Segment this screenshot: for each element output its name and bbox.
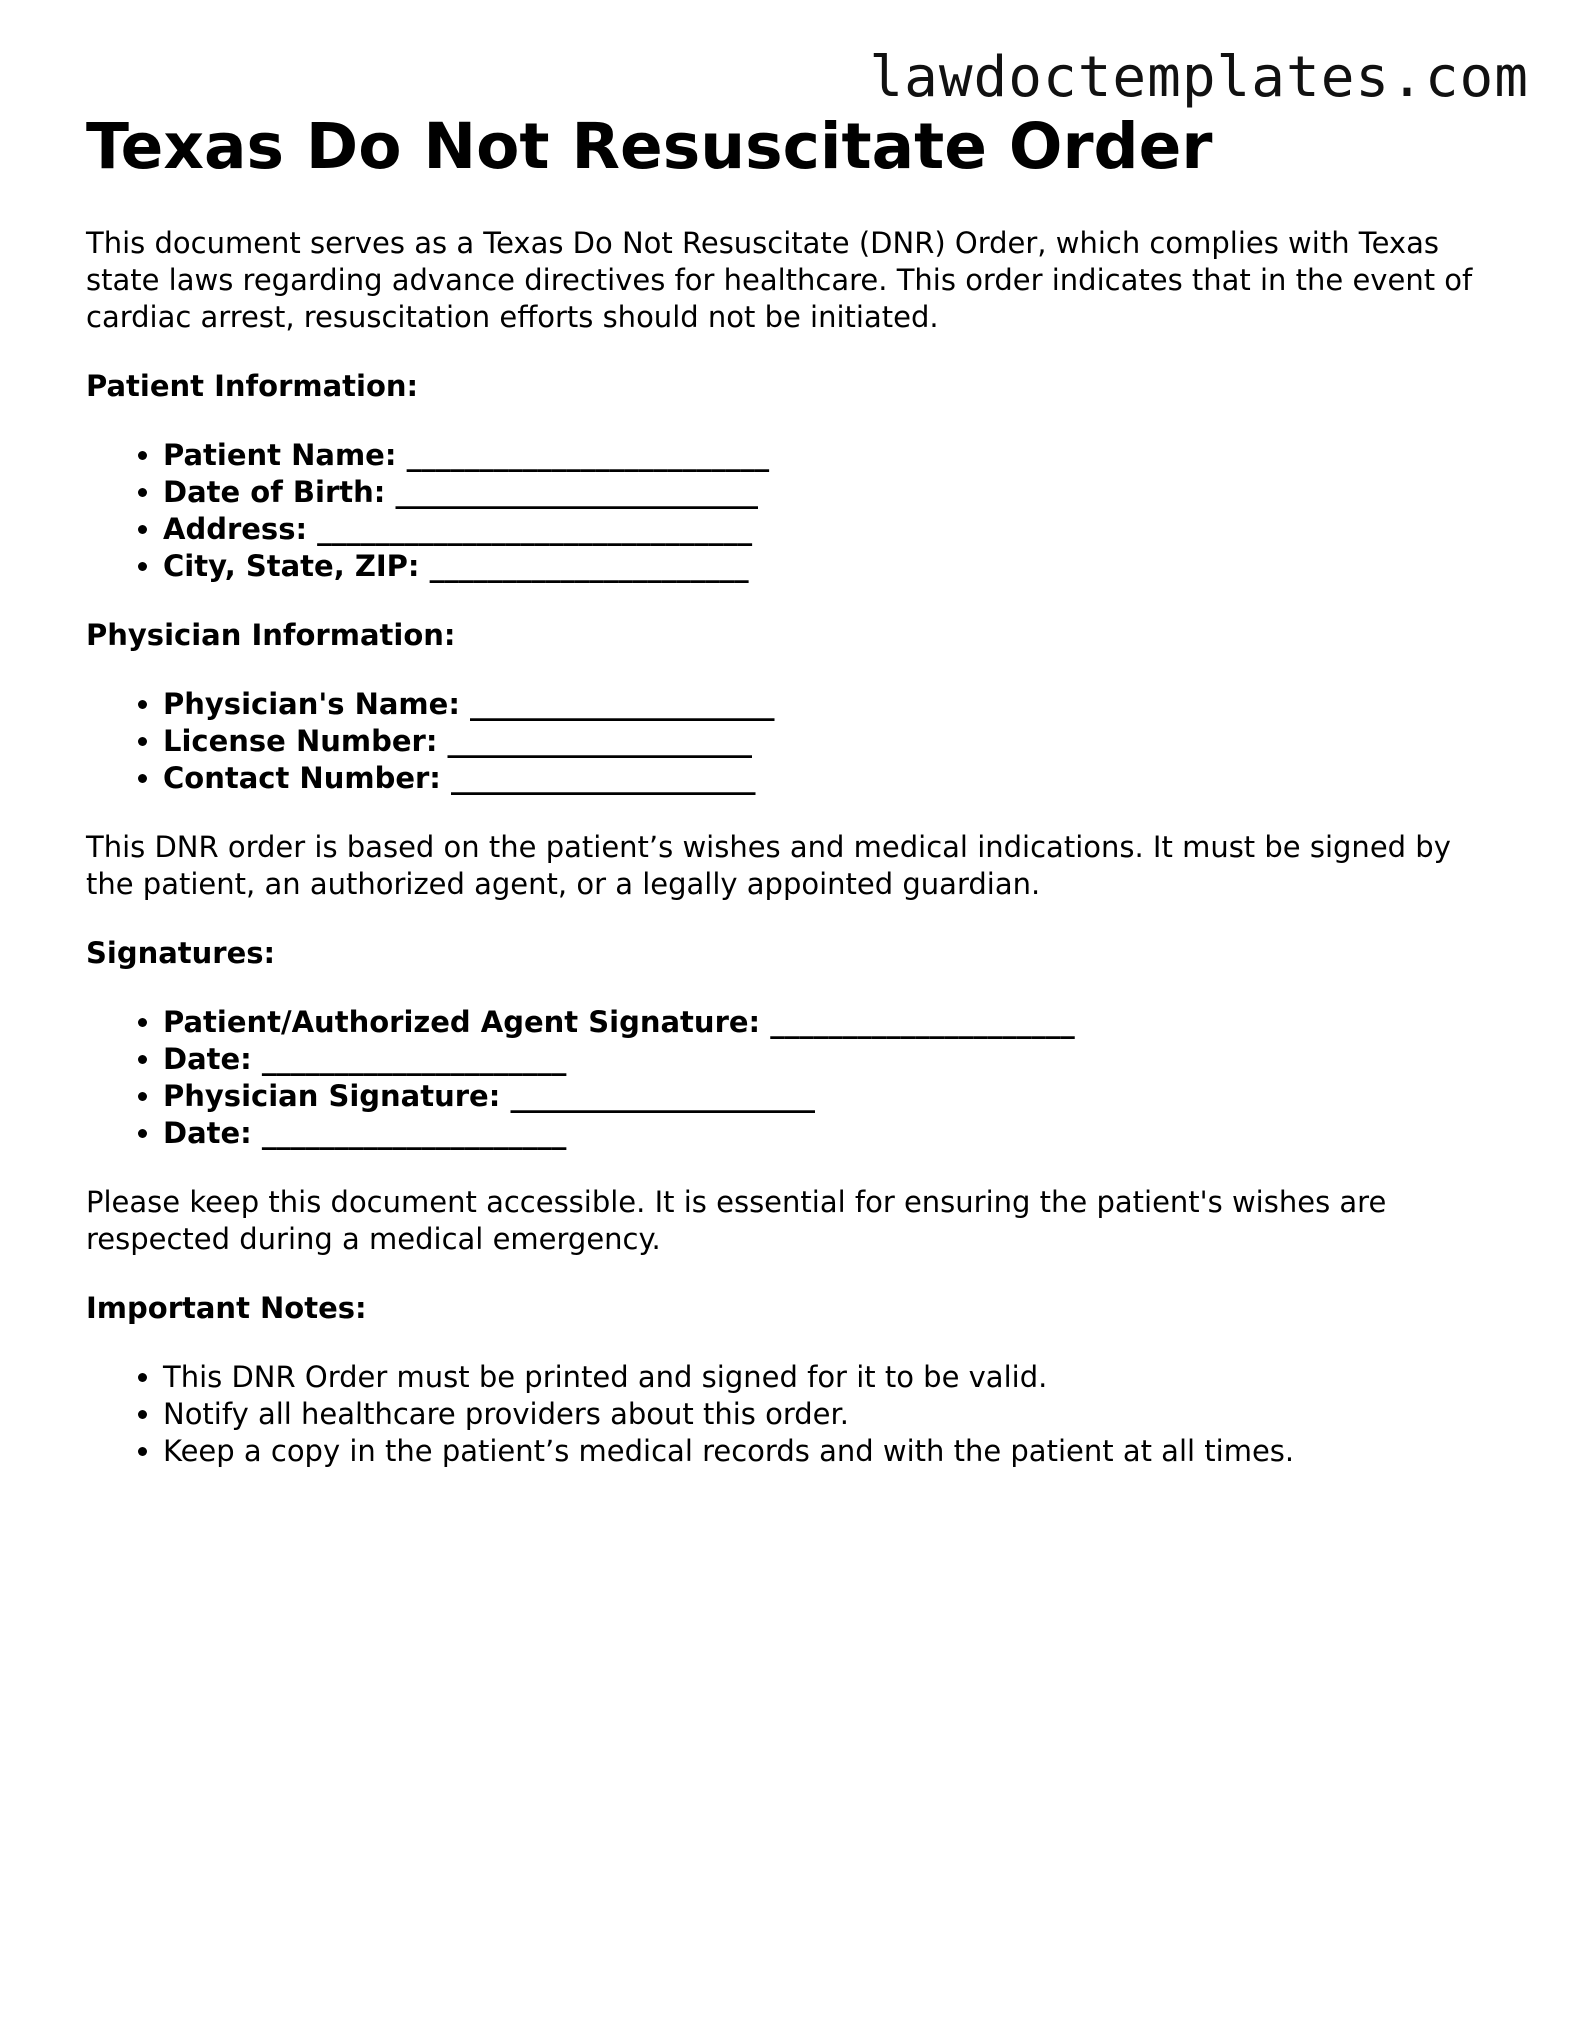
field-blank: _____________________ bbox=[451, 761, 756, 796]
contact-number-field bbox=[163, 760, 1506, 797]
physician-name-field bbox=[163, 686, 1506, 723]
field-blank: _________________________ bbox=[406, 438, 770, 473]
license-number-field bbox=[163, 723, 1506, 760]
important-notes-heading: Important Notes: bbox=[86, 1291, 367, 1326]
patient-info-list bbox=[86, 437, 1506, 585]
signatures-heading: Signatures: bbox=[86, 936, 276, 971]
field-label: Patient/Authorized Agent Signature: bbox=[163, 1005, 761, 1040]
field-label: Patient Name: bbox=[163, 438, 397, 473]
note-item: • Keep a copy in the patient’s medical records and with the patient at all times. bbox=[163, 1433, 1506, 1470]
city-state-zip-field bbox=[163, 548, 1506, 585]
field-label: Physician's Name: bbox=[163, 687, 460, 722]
note-item: • Notify all healthcare providers about this order. bbox=[163, 1396, 1506, 1433]
field-label: Contact Number: bbox=[163, 761, 441, 796]
field-blank: _____________________ bbox=[470, 687, 775, 722]
field-label: City, State, ZIP: bbox=[163, 549, 420, 584]
field-blank: _____________________ bbox=[261, 1116, 567, 1151]
note-item: • This DNR Order must be printed and signed for it to be valid. bbox=[163, 1359, 1506, 1396]
patient-signature-date-field bbox=[163, 1041, 1506, 1078]
field-blank: _________________________ bbox=[395, 475, 758, 510]
field-blank: _____________________ bbox=[261, 1042, 567, 1077]
physician-signature-date-field bbox=[163, 1115, 1506, 1152]
important-notes-list bbox=[86, 1359, 1506, 1470]
field-blank: _____________________ bbox=[447, 724, 753, 759]
signatures-list bbox=[86, 1004, 1506, 1152]
field-blank: _____________________ bbox=[510, 1079, 815, 1114]
patient-info-heading: Patient Information: bbox=[86, 369, 419, 404]
field-blank: ______________________________ bbox=[317, 512, 753, 547]
keep-accessible-paragraph: Please keep this document accessible. It is essential for ensuring the patient's wishes are respected during a medical emergency. bbox=[86, 1185, 1387, 1257]
address-field bbox=[163, 511, 1506, 548]
field-label: License Number: bbox=[163, 724, 438, 759]
document-page bbox=[86, 112, 1506, 1470]
document-title: Texas Do Not Resuscitate Order bbox=[86, 110, 1213, 183]
physician-info-heading: Physician Information: bbox=[86, 618, 456, 653]
field-label: Date: bbox=[163, 1042, 252, 1077]
patient-signature-field bbox=[163, 1004, 1506, 1041]
physician-signature-field bbox=[163, 1078, 1506, 1115]
physician-info-list bbox=[86, 686, 1506, 797]
intro-paragraph: This document serves as a Texas Do Not Resuscitate (DNR) Order, which complies with Texas state laws regarding advance directives for healthcare. This order indicates that in the event of cardiac arrest, resuscitation efforts should not be initiated. bbox=[86, 226, 1473, 335]
field-blank: ______________________ bbox=[429, 549, 749, 584]
date-of-birth-field bbox=[163, 474, 1506, 511]
watermark: lawdoctemplates.com bbox=[869, 45, 1529, 110]
field-label: Date of Birth: bbox=[163, 475, 386, 510]
patient-name-field bbox=[163, 437, 1506, 474]
field-label: Address: bbox=[163, 512, 308, 547]
field-label: Physician Signature: bbox=[163, 1079, 501, 1114]
basis-paragraph: This DNR order is based on the patient’s wishes and medical indications. It must be signed by the patient, an authorized agent, or a legally appointed guardian. bbox=[86, 830, 1451, 902]
field-blank: _____________________ bbox=[770, 1005, 1075, 1040]
field-label: Date: bbox=[163, 1116, 252, 1151]
